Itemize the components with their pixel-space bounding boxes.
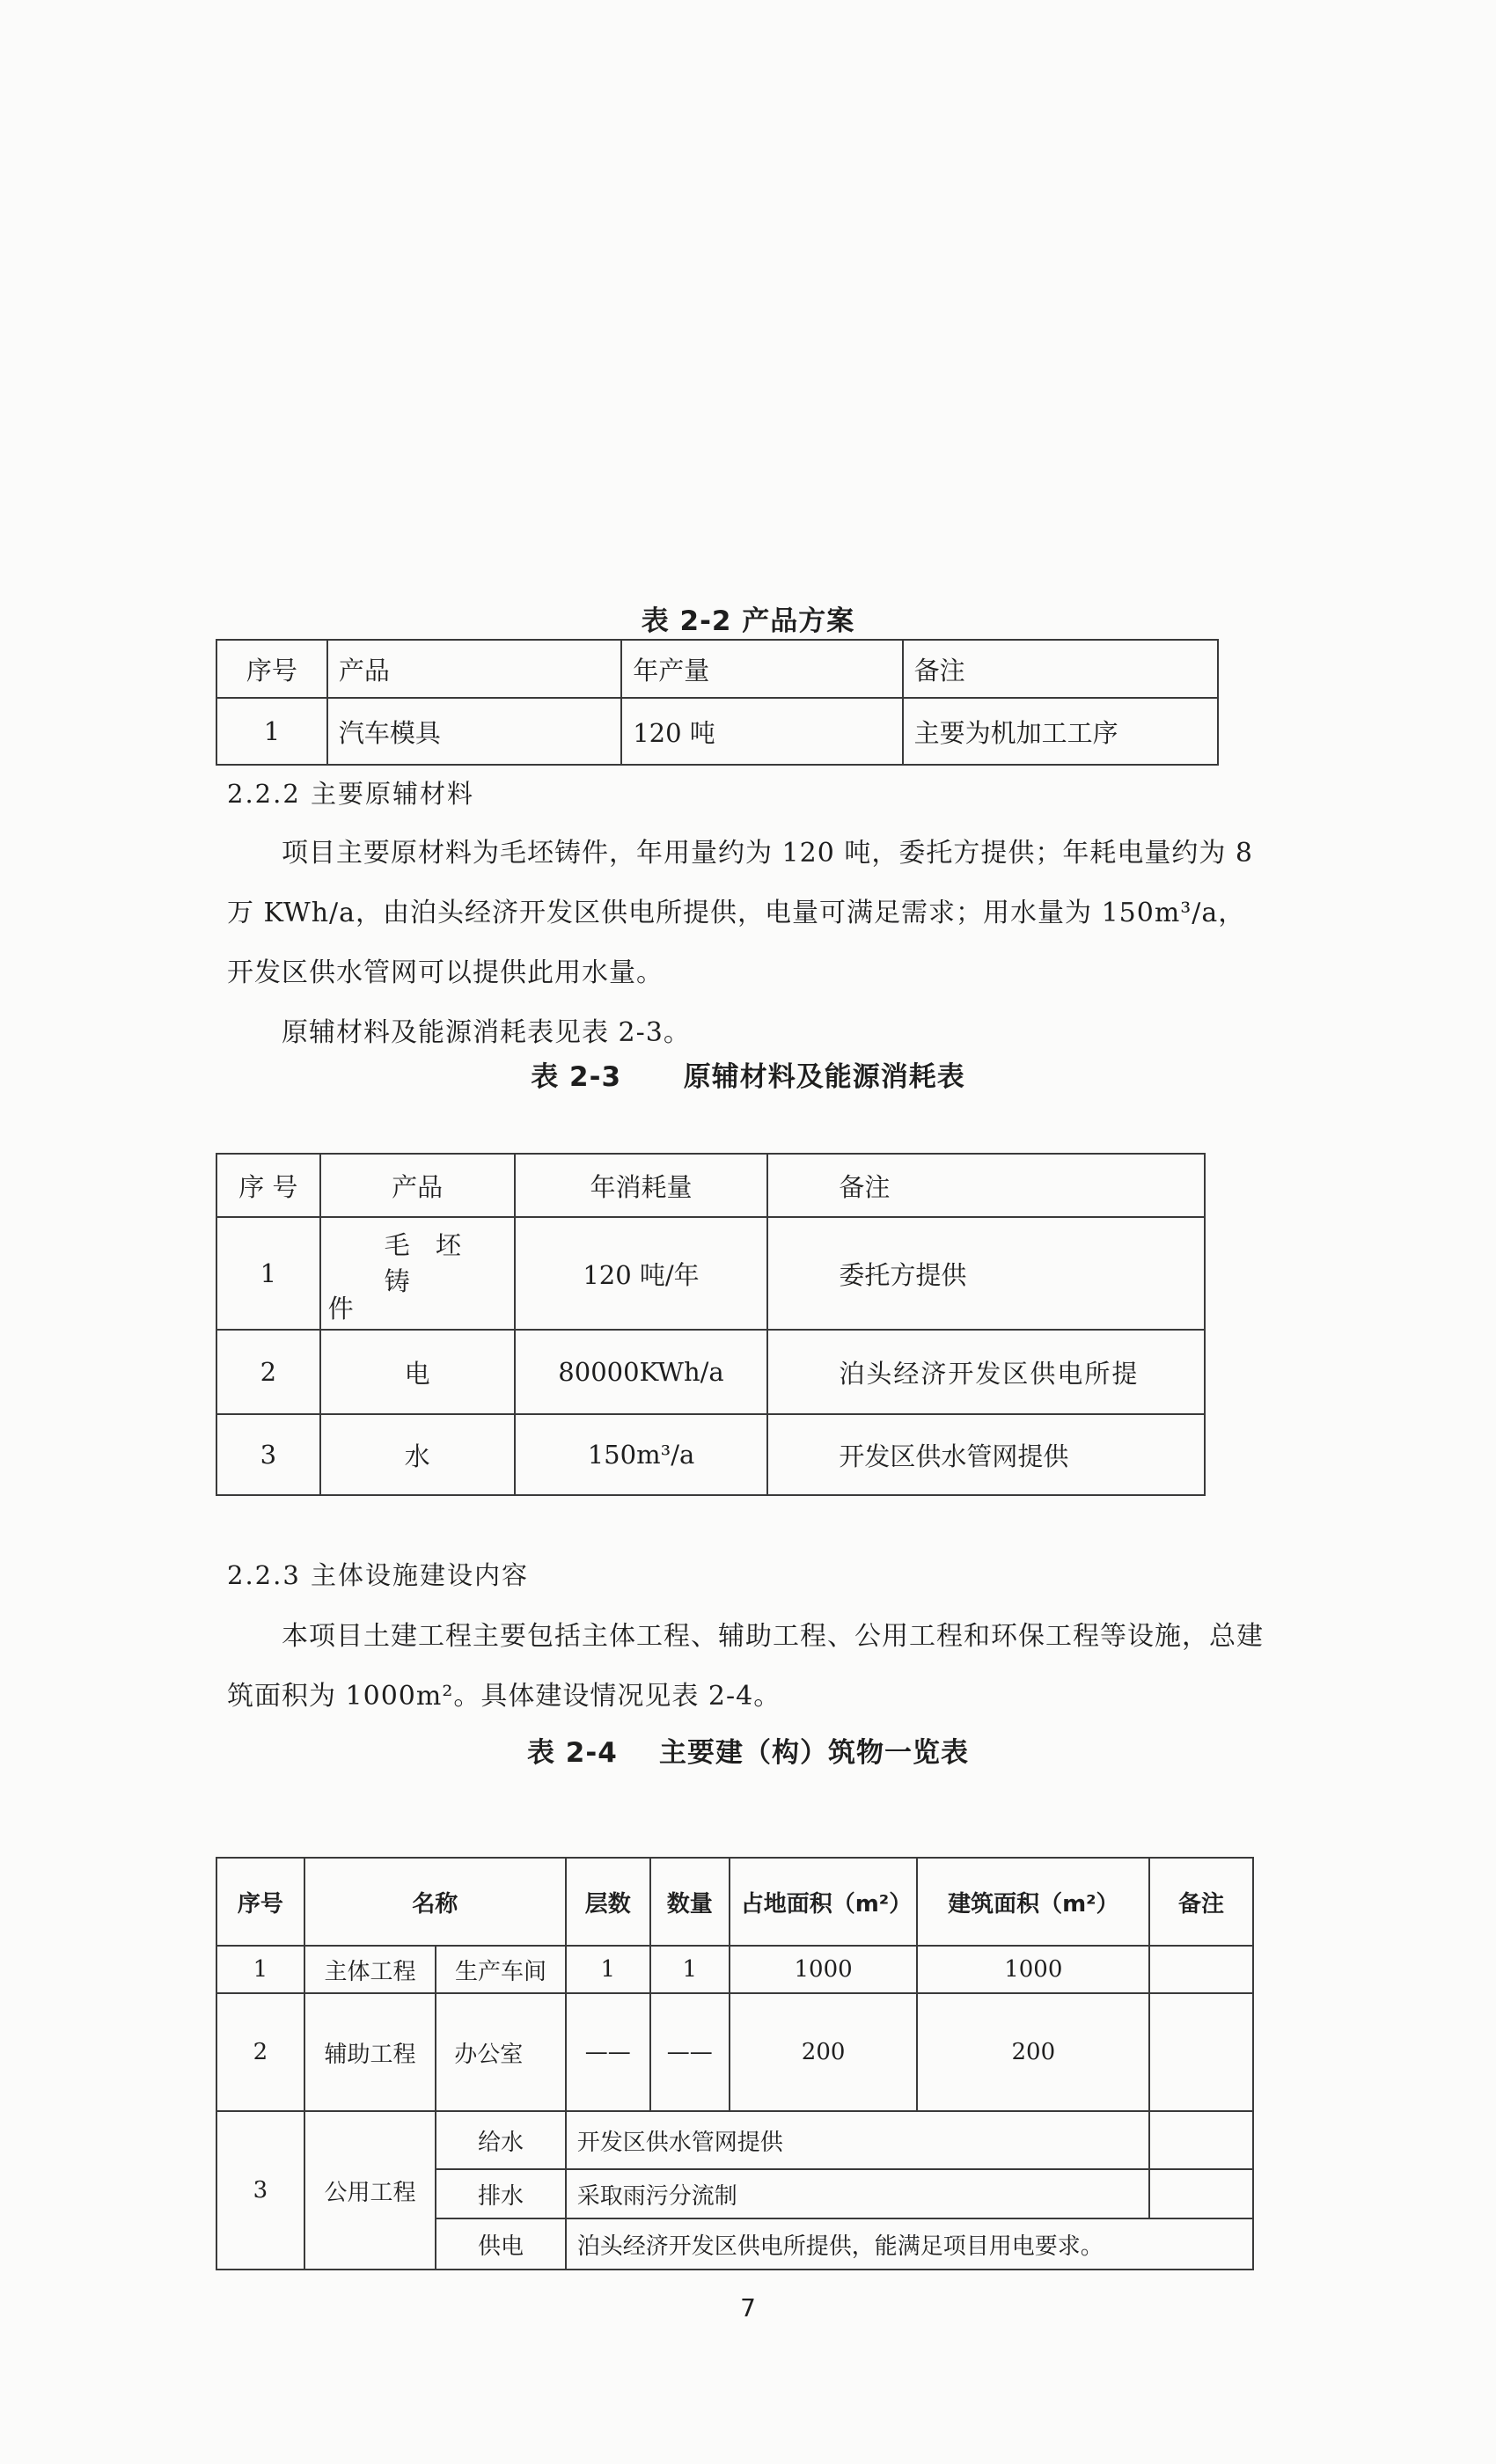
table-cell (1149, 2169, 1253, 2218)
table-header-cell: 年消耗量 (515, 1154, 768, 1217)
table-row (216, 2111, 1253, 2169)
table-cell: 采取雨污分流制 (566, 2169, 1149, 2218)
table-cell: 200 (917, 1993, 1149, 2111)
table-header-cell: 备注 (903, 640, 1218, 698)
table-cell: 1 (650, 1946, 730, 1993)
table-header-cell: 产品 (320, 1154, 515, 1217)
table-cell: —— (566, 1993, 650, 2111)
table-cell: 1 (216, 698, 327, 765)
table-cell-text: 毛 坯 铸 (384, 1230, 470, 1296)
table-cell: 120 吨/年 (515, 1217, 768, 1330)
table-header-cell: 占地面积（m²） (730, 1858, 918, 1946)
table-header-cell: 备注 (767, 1154, 1205, 1217)
table-header-cell: 序号 (216, 640, 327, 698)
table-header-cell: 层数 (566, 1858, 650, 1946)
table-cell: 供电 (436, 2218, 566, 2270)
table-cell: 给水 (436, 2111, 566, 2169)
table-header-cell: 备注 (1149, 1858, 1253, 1946)
table-cell: 主要为机加工工序 (903, 698, 1218, 765)
table-cell: 200 (730, 1993, 918, 2111)
table-cell: 泊头经济开发区供电所提供，能满足项目用电要求。 (566, 2218, 1253, 2270)
table-row (216, 1330, 1205, 1414)
table-header-cell: 名称 (304, 1858, 566, 1946)
table-cell: 委托方提供 (767, 1217, 1205, 1330)
table-cell: 公用工程 (304, 2111, 436, 2270)
table-row (216, 1414, 1205, 1495)
table-header-cell: 年产量 (621, 640, 902, 698)
table-header-cell: 序号 (216, 1858, 304, 1946)
table-cell: 办公室 (436, 1993, 566, 2111)
table-cell: 开发区供水管网提供 (566, 2111, 1149, 2169)
table-cell: 1000 (730, 1946, 918, 1993)
paragraph-text: 本项目土建工程主要包括主体工程、辅助工程、公用工程和环保工程等设施，总建筑面积为 1000m²。具体建设情况见表 2-4。 (227, 1621, 1264, 1712)
table-cell: 3 (216, 2111, 304, 2270)
table-cell: 1 (216, 1217, 320, 1330)
table-cell: 汽车模具 (327, 698, 621, 765)
table-cell: 开发区供水管网提供 (767, 1414, 1205, 1495)
table-cell (1149, 2111, 1253, 2169)
table-cell: 生产车间 (436, 1946, 566, 1993)
paragraph-text: 项目主要原材料为毛坯铸件，年用量约为 120 吨，委托方提供；年耗电量约为 8 万 KWh/a，由泊头经济开发区供电所提供，电量可满足需求；用水量为 150m³/a，开发区供水管网可以提供此用水量。 (227, 838, 1253, 988)
table-2-4-caption: 表 2-4 主要建（构）筑物一览表 (527, 1737, 969, 1769)
table-cell: 1 (566, 1946, 650, 1993)
table-cell: —— (650, 1993, 730, 2111)
table-cell: 水 (320, 1414, 515, 1495)
table-cell (1149, 1993, 1253, 2111)
table-cell: 80000KWh/a (515, 1330, 768, 1414)
table-cell (1149, 1946, 1253, 1993)
table-cell: 3 (216, 1414, 320, 1495)
table-header-cell: 数量 (650, 1858, 730, 1946)
table-2-3 (216, 1153, 1206, 1496)
table-2-2 (216, 639, 1219, 766)
table-row (216, 1946, 1253, 1993)
table-row (216, 1217, 1205, 1330)
table-cell: 2 (216, 1330, 320, 1414)
table-cell: 电 (320, 1330, 515, 1414)
table-header-cell: 产品 (327, 640, 621, 698)
section-heading: 2.2.3 主体设施建设内容 (227, 1560, 530, 1590)
table-cell-text: 件 (327, 1294, 354, 1324)
table-row (216, 698, 1218, 765)
table-cell: 150m³/a (515, 1414, 768, 1495)
table-cell: 辅助工程 (304, 1993, 436, 2111)
table-header-cell: 建筑面积（m²） (917, 1858, 1149, 1946)
table-cell: 2 (216, 1993, 304, 2111)
table-cell: 排水 (436, 2169, 566, 2218)
table-cell: 1 (216, 1946, 304, 1993)
section-heading: 2.2.2 主要原辅材料 (227, 779, 475, 809)
table-2-2-caption: 表 2-2 产品方案 (641, 605, 855, 637)
page-number: 7 (740, 2293, 756, 2322)
table-cell (320, 1217, 515, 1330)
paragraph (227, 1607, 1265, 1727)
table-row (216, 1993, 1253, 2111)
table-2-3-caption: 表 2-3 原辅材料及能源消耗表 (531, 1061, 965, 1093)
table-2-4 (216, 1857, 1254, 2270)
paragraph-text: 原辅材料及能源消耗表见表 2-3。 (282, 1017, 691, 1048)
table-cell: 120 吨 (621, 698, 902, 765)
table-cell: 泊头经济开发区供电所提 (767, 1330, 1205, 1414)
table-cell: 主体工程 (304, 1946, 436, 1993)
paragraph (227, 824, 1265, 1063)
table-header-cell: 序 号 (216, 1154, 320, 1217)
table-cell: 1000 (917, 1946, 1149, 1993)
